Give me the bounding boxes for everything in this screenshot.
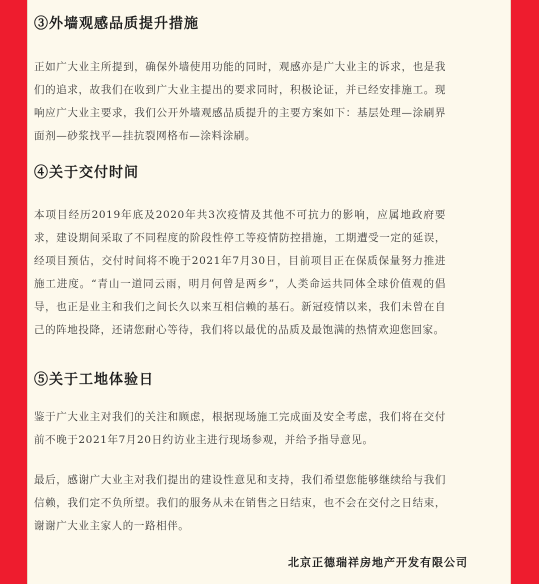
section-paragraph-delivery-time: 本项目经历2019年底及2020年共3次疫情及其他不可抗力的影响，应属地政府要求，建设期间采取了不同程度的阶段性停工等疫情防控措施，工期遭受一定的延误，经项目预估，交付时间将不晚于2021年7月30日，目前项目正在保质保量努力推进施工进度。“青山一道同云雨，明月何曾是两乡”，人类命运共同体全球价值观的倡导，也正是业主和我们之间长久以来互相信赖的基石。新冠疫情以来，我们未曾在自己的阵地投降，还请您耐心等待，我们将以最优的品质及最饱满的热情欢迎您回家。 [34,209,446,336]
company-signature: 北京正德瑞祥房地产开发有限公司 [288,556,468,569]
section-paragraph-facade: 正如广大业主所提到，确保外墙使用功能的同时，观感亦是广大业主的诉求，也是我们的追求，故我们在收到广大业主提出的要求同时，积极论证，并已经安排施工。现响应广大业主要求，我们公开外墙观感品质提升的主要方案如下：基层处理—涂刷界面剂—砂浆找平—挂抗裂网格布—涂料涂刷。 [34,61,446,142]
section-paragraph-site-visit: 鉴于广大业主对我们的关注和顾虑，根据现场施工完成面及安全考虑，我们将在交付前不晚于2021年7月20日约访业主进行现场参观，并给予指导意见。 [34,411,446,446]
section-heading-facade: ③外墙观感品质提升措施 [34,16,199,32]
section-heading-delivery-time: ④关于交付时间 [34,165,139,181]
section-heading-site-visit: ⑤关于工地体验日 [34,372,154,388]
section-paragraph-closing: 最后，感谢广大业主对我们提出的建设性意见和支持，我们希望您能够继续给与我们信赖，我们定不负所望。我们的服务从未在销售之日结束，也不会在交付之日结束，谢谢广大业主家人的一路相伴。 [34,474,446,532]
